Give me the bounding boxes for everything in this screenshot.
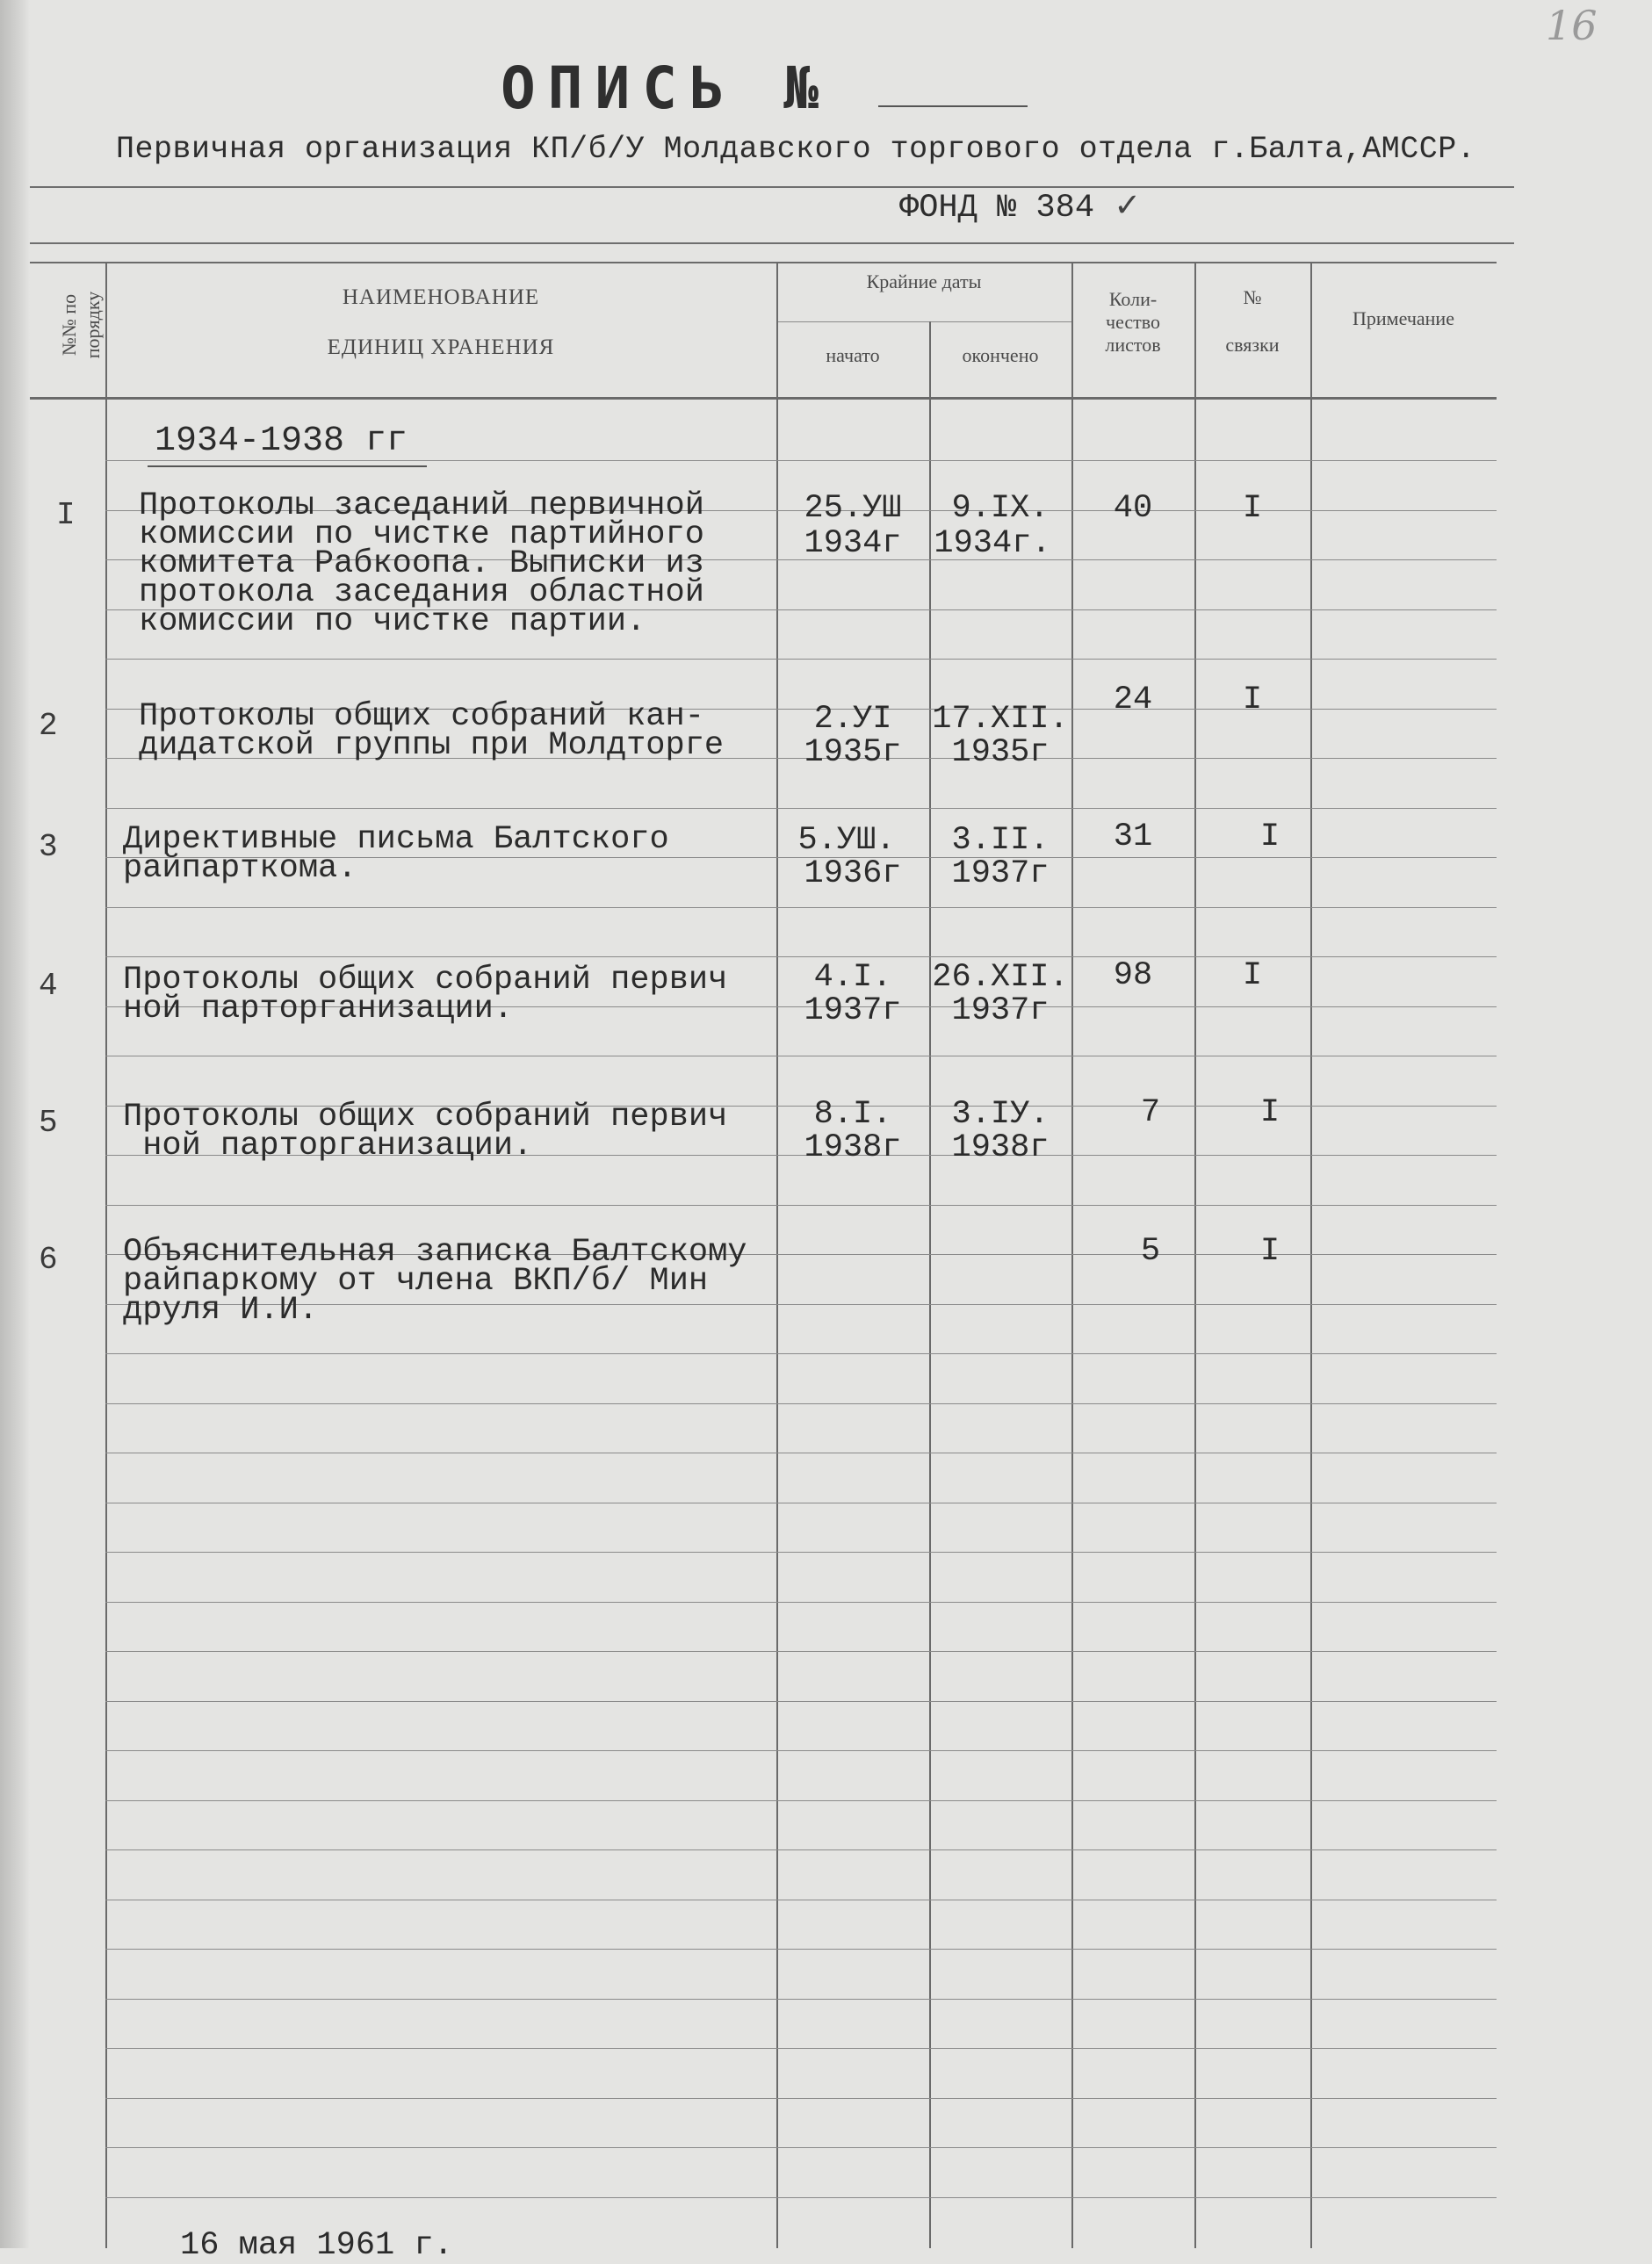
header-end: окончено [962, 344, 1039, 366]
ruled-line [105, 1949, 1497, 1950]
organization-rule [30, 186, 1514, 188]
row-start-year: 1937г [804, 992, 902, 1029]
row-end-date: 9.IX. [951, 490, 1050, 527]
row-end-date: 17.ХII. [932, 701, 1069, 738]
row-number: 5 [39, 1105, 58, 1141]
row-end-year: 1937г [951, 855, 1050, 892]
row-title: Директивные письма Балтского райпарткома. [123, 821, 669, 887]
title-block [501, 54, 831, 122]
ruled-line [105, 1800, 1497, 1801]
section-title: 1934-1938 гг [155, 422, 408, 461]
row-title: Протоколы заседаний первичной комиссии по чистке партийного комитета Рабкоопа. Выписки из протокола заседания областной комиссии по чистке партии. [139, 487, 704, 640]
row-number: 6 [39, 1242, 58, 1278]
header-name-line1: НАИМЕНОВАНИЕ [342, 285, 540, 309]
row-number: 2 [39, 708, 58, 744]
footer-date: 16 мая 1961 г. [180, 2227, 453, 2264]
ruled-line [105, 2098, 1497, 2099]
ruled-line [105, 1602, 1497, 1603]
ruled-line [105, 1205, 1497, 1206]
ruled-line [105, 1750, 1497, 1751]
column-divider-start [929, 321, 931, 2248]
ruled-line [105, 1552, 1497, 1553]
row-bundle: I [1242, 490, 1263, 527]
page-number: 16 [1546, 2, 1598, 49]
row-title: Протоколы общих собраний кан- дидатской группы при Молдторге [139, 698, 725, 764]
title-number-blank [878, 105, 1028, 107]
row-sheets: 40 [1113, 490, 1153, 527]
ruled-line [105, 1353, 1497, 1354]
ruled-line [105, 1701, 1497, 1702]
row-start-date: 25.УШ [804, 490, 902, 527]
row-end-date: 3.II. [951, 822, 1050, 859]
row-number: I [56, 497, 76, 533]
row-number: 4 [39, 968, 58, 1004]
row-sheets: 5 [1140, 1233, 1161, 1270]
ruled-line [105, 956, 1497, 957]
row-sheets: 7 [1140, 1094, 1161, 1131]
row-title: Протоколы общих собраний первич ной парторганизации. [123, 962, 728, 1027]
ruled-line [105, 659, 1497, 660]
row-sheets: 98 [1113, 957, 1153, 994]
ruled-line [105, 1403, 1497, 1404]
section-title-underline [148, 465, 427, 467]
header-bundle-line1: № [1243, 286, 1262, 308]
fond-rule [30, 242, 1514, 244]
header-bundle-line2: связки [1225, 334, 1280, 356]
table-top-border [30, 262, 1497, 263]
ruled-line [105, 2147, 1497, 2148]
row-sheets: 31 [1113, 818, 1153, 855]
header-sheets-line2: чество [1106, 311, 1160, 333]
ruled-line [105, 907, 1497, 908]
header-sheets-line1: Коли- [1108, 288, 1158, 310]
row-number: 3 [39, 829, 58, 865]
row-start-year: 1938г [804, 1129, 902, 1166]
checkmark-icon: ✓ [1114, 186, 1142, 224]
row-bundle: I [1242, 681, 1263, 718]
ruled-line [105, 808, 1497, 809]
binding-edge [0, 0, 30, 2248]
document-title: ОПИСЬ № [501, 54, 832, 122]
row-sheets: 24 [1113, 681, 1153, 718]
fond-label [899, 186, 1141, 227]
row-start-date: 5.УШ. [797, 822, 896, 859]
row-end-year: 1937г [951, 992, 1050, 1029]
row-start-year: 1935г [804, 734, 902, 771]
row-title: Объяснительная записка Балтскому райпаркому от члена ВКП/б/ Мин друля И.И. [123, 1234, 747, 1329]
header-name-line2: ЕДИНИЦ ХРАНЕНИЯ [327, 335, 555, 359]
header-num: №№ по порядку [58, 291, 104, 359]
row-end-year: 1935г [951, 734, 1050, 771]
header-bottom-border [30, 397, 1497, 400]
row-end-year: 1938г [951, 1129, 1050, 1166]
ruled-line [105, 2197, 1497, 2198]
ruled-line [105, 2048, 1497, 2049]
ruled-line [105, 1651, 1497, 1652]
row-end-date: 26.ХII. [932, 959, 1069, 996]
organization-name: Первичная организация КП/б/У Молдавского торгового отдела г.Балта,АМССР. [116, 132, 1476, 167]
row-bundle: I [1259, 1094, 1280, 1131]
row-start-date: 8.I. [813, 1096, 892, 1133]
header-start: начато [826, 344, 880, 366]
header-dates: Крайние даты [866, 270, 982, 292]
row-end-date: 3.IУ. [951, 1096, 1050, 1133]
ruled-line [105, 1849, 1497, 1850]
ruled-line [105, 1999, 1497, 2000]
row-end-year: 1934г. [934, 525, 1051, 562]
row-start-year: 1936г [804, 855, 902, 892]
dates-subheader-rule [776, 321, 1071, 322]
row-bundle: I [1242, 957, 1263, 994]
header-note: Примечание [1353, 307, 1454, 329]
row-title: Протоколы общих собраний первич ной парторганизации. [123, 1099, 728, 1164]
row-bundle: I [1259, 818, 1280, 855]
row-bundle: I [1259, 1233, 1280, 1270]
row-start-date: 4.I. [813, 959, 892, 996]
fond-number: ФОНД № 384 [899, 190, 1095, 227]
row-start-year: 1934г [804, 525, 902, 562]
row-start-date: 2.УI [813, 701, 892, 738]
header-sheets-line3: листов [1105, 334, 1161, 356]
